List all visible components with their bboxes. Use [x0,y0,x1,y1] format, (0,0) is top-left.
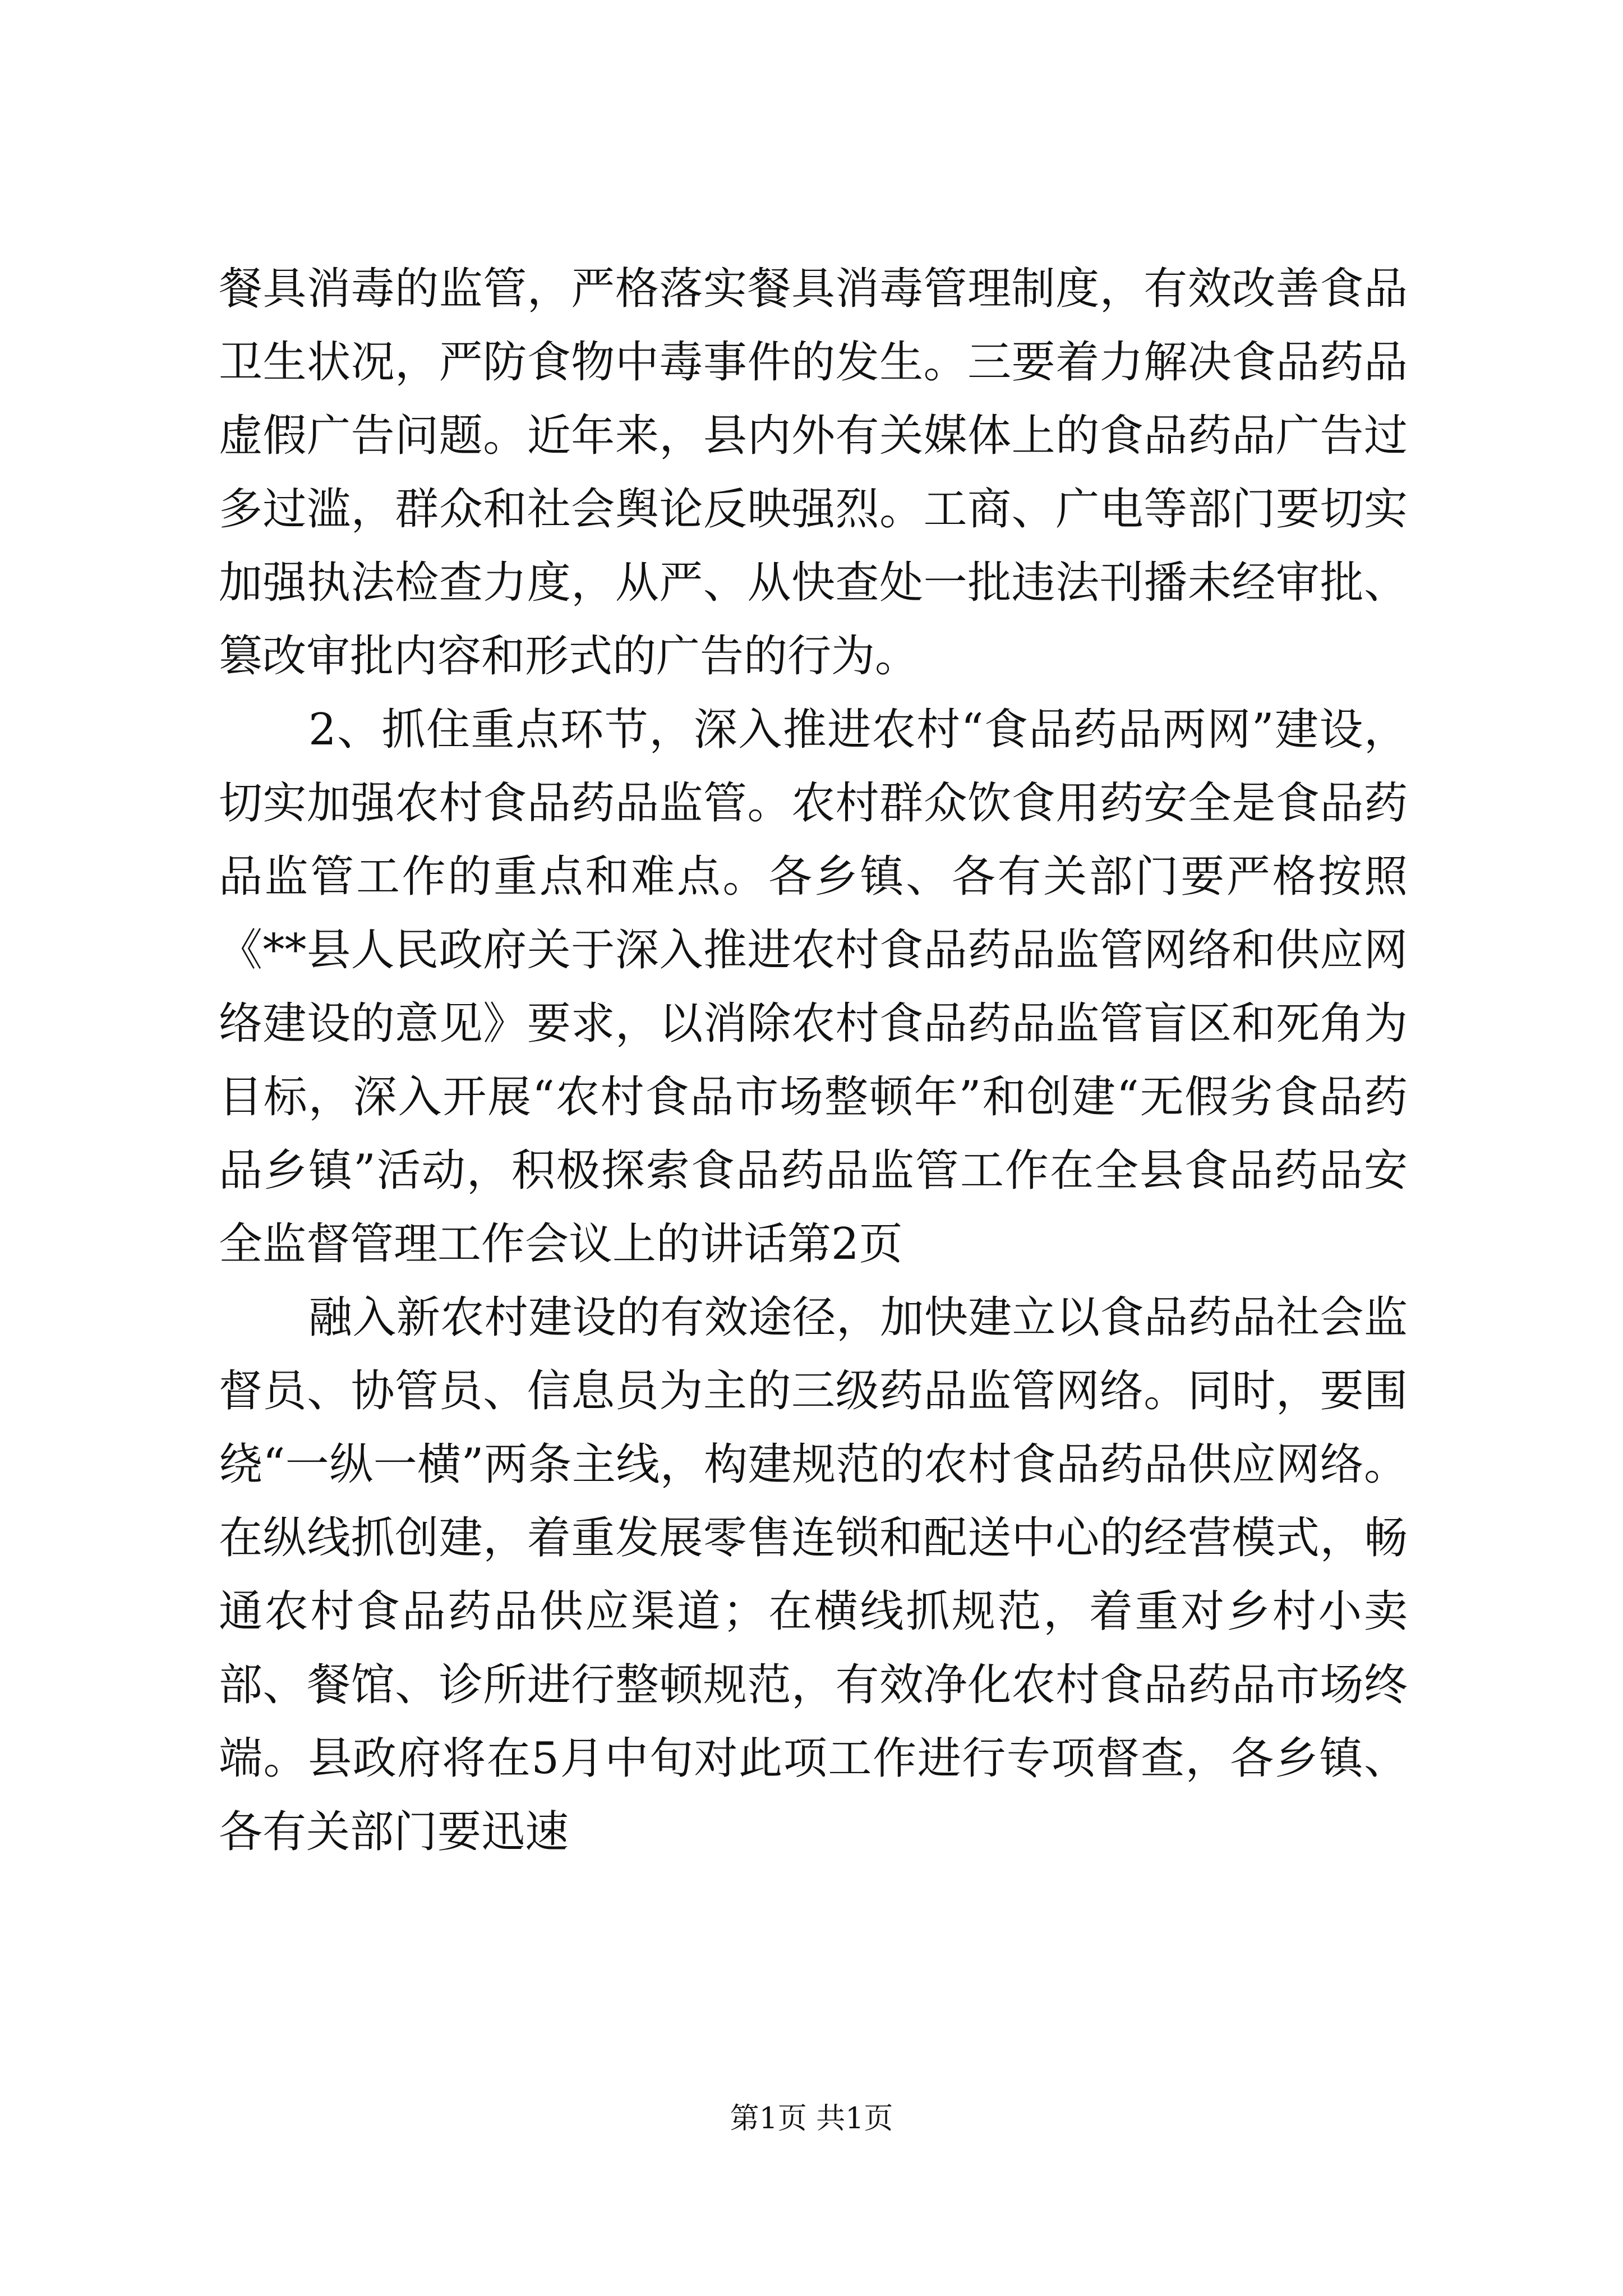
paragraph-2: 2、抓住重点环节，深入推进农村“食品药品两网”建设，切实加强农村食品药品监管。农村群众饮食用药安全是食品药品监管工作的重点和难点。各乡镇、各有关部门要严格按照《**县人民政府关于深入推进农村食品药品监管网络和供应网络建设的意见》要求，以消除农村食品药品监管盲区和死角为目标，深入开展“农村食品市场整顿年”和创建“无假劣食品药品乡镇”活动，积极探索食品药品监管工作在全县食品药品安全监督管理工作会议上的讲话第2页 [219,705,1408,1269]
paragraph-1: 餐具消毒的监管，严格落实餐具消毒管理制度，有效改善食品卫生状况，严防食物中毒事件的发生。三要着力解决食品药品虚假广告问题。近年来，县内外有关媒体上的食品药品广告过多过滥，群众和社会舆论反映强烈。工商、广电等部门要切实加强执法检查力度，从严、从快查处一批违法刊播未经审批、篡改审批内容和形式的广告的行为。 [219,264,1408,682]
page-footer: 第1页 共1页 [730,2102,893,2136]
document-body [219,252,1408,1869]
paragraph-3: 融入新农村建设的有效途径，加快建立以食品药品社会监督员、协管员、信息员为主的三级药品监管网络。同时，要围绕“一纵一横”两条主线，构建规范的农村食品药品供应网络。在纵线抓创建，着重发展零售连锁和配送中心的经营模式，畅通农村食品药品供应渠道；在横线抓规范，着重对乡村小卖部、餐馆、诊所进行整顿规范，有效净化农村食品药品市场终端。县政府将在5月中旬对此项工作进行专项督查，各乡镇、各有关部门要迅速 [219,1292,1408,1857]
